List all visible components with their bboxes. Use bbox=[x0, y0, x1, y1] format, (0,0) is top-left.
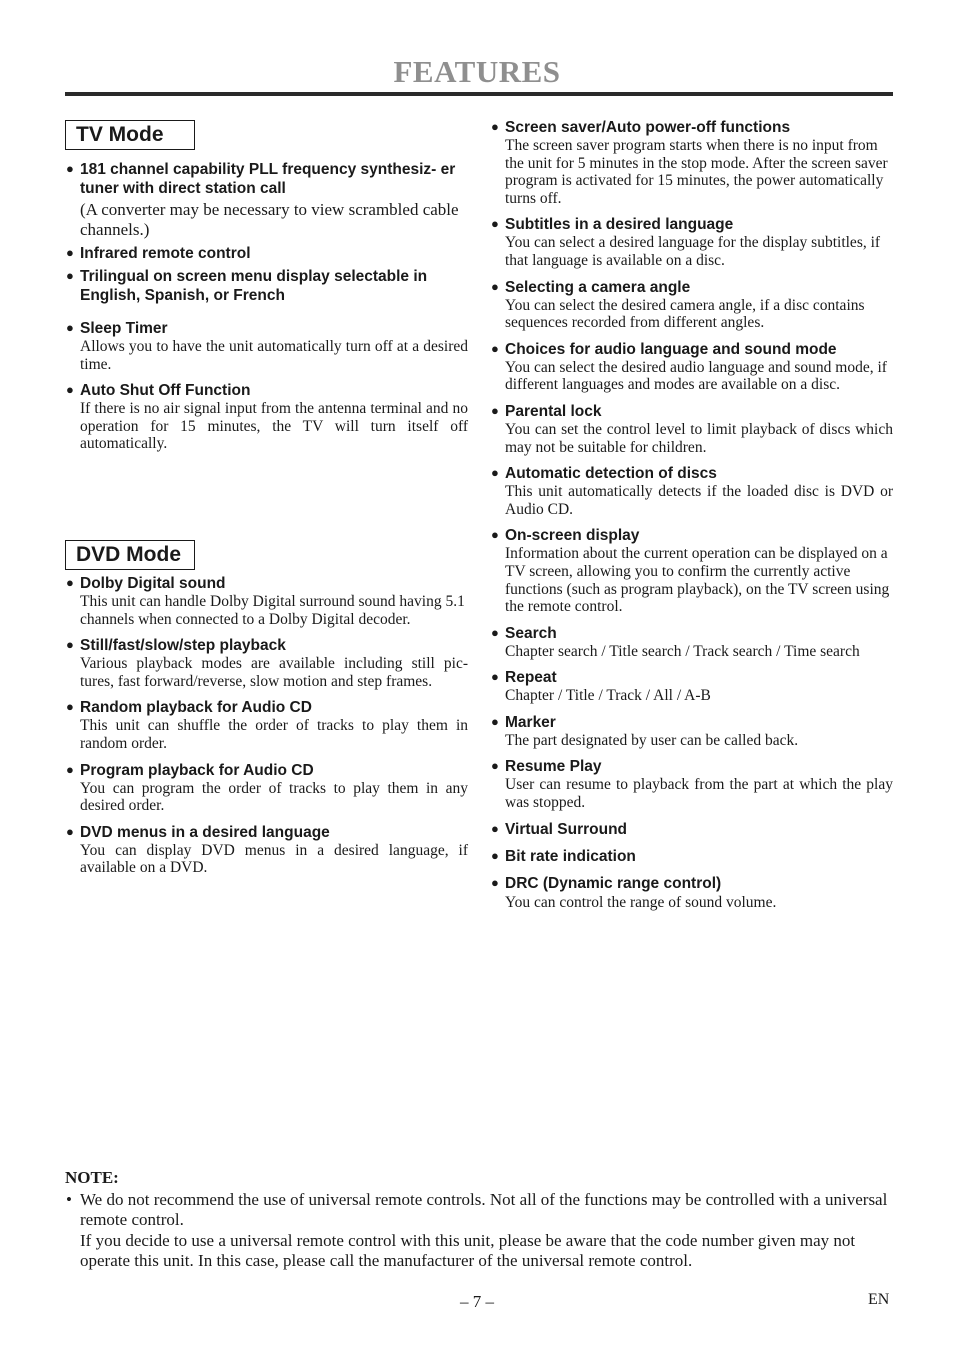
feature-title: Program playback for Audio CD bbox=[80, 761, 314, 779]
bullet-icon: ● bbox=[66, 268, 74, 283]
feature-item bbox=[490, 118, 893, 207]
bullet-icon: ● bbox=[491, 402, 499, 418]
bullet-icon: ● bbox=[491, 340, 499, 356]
bullet-icon: ● bbox=[66, 699, 74, 715]
feature-description: This unit can shuffle the order of tracks to play them in random order. bbox=[80, 717, 468, 752]
bullet-icon: ● bbox=[491, 624, 499, 640]
tv-mode-section bbox=[65, 120, 468, 461]
tv-mode-heading: TV Mode bbox=[65, 120, 195, 150]
feature-title: Screen saver/Auto power-off functions bbox=[505, 119, 791, 136]
feature-title: DVD menus in a desired language bbox=[80, 823, 330, 841]
bullet-icon: ● bbox=[66, 161, 74, 176]
feature-description: You can display DVD menus in a desired language, if available on a DVD. bbox=[80, 841, 468, 877]
feature-title: Subtitles in a desired language bbox=[505, 216, 734, 234]
feature-item bbox=[490, 215, 893, 269]
bullet-icon: ● bbox=[491, 465, 499, 481]
feature-item bbox=[490, 713, 893, 750]
feature-description: This unit can handle Dolby Digital surround sound having 5.1 channels when connected to a Dolby Digital decoder. bbox=[80, 593, 465, 628]
feature-item bbox=[490, 526, 893, 615]
feature-description: The screen saver program starts when there is no input from the unit for 5 minutes in the stop mode. After the screen saver program is activated for 15 minutes, the power automatically turns off. bbox=[505, 137, 888, 207]
feature-item bbox=[490, 340, 893, 394]
feature-description: Information about the current operation can be displayed on a TV screen, allowing you to confirm the currently active functions (such as program playback), on the TV screen using the remote control. bbox=[505, 545, 890, 616]
feature-item bbox=[490, 820, 893, 839]
feature-item bbox=[65, 698, 468, 752]
feature-title: Marker bbox=[505, 713, 556, 731]
feature-title: Infrared remote control bbox=[80, 245, 251, 262]
feature-item bbox=[65, 319, 468, 373]
feature-description: You can select a desired language for the display subtitles, if that language is available on a disc. bbox=[505, 234, 881, 269]
feature-item bbox=[490, 464, 893, 518]
bullet-icon: ● bbox=[491, 847, 499, 863]
feature-title: Still/fast/slow/step playback bbox=[80, 637, 286, 655]
feature-item bbox=[65, 244, 468, 263]
bullet-icon: ● bbox=[491, 119, 499, 134]
language-code: EN bbox=[868, 1291, 890, 1308]
bullet-icon: ● bbox=[491, 216, 499, 232]
feature-item bbox=[65, 574, 468, 628]
feature-title: Trilingual on screen menu display selectable in English, Spanish, or French bbox=[80, 268, 428, 304]
bullet-icon: ● bbox=[66, 320, 74, 335]
feature-description: Chapter search / Title search / Track search / Time search bbox=[505, 642, 860, 660]
bullet-icon: ● bbox=[491, 820, 499, 836]
feature-item bbox=[65, 761, 468, 815]
feature-title: DRC (Dynamic range control) bbox=[505, 874, 722, 892]
bullet-icon: ● bbox=[491, 527, 499, 543]
feature-description: If there is no air signal input from the antenna terminal and no operation for 15 minutes, the TV will turn itself off automatically. bbox=[80, 400, 468, 453]
feature-description: You can select the desired camera angle, if a disc contains sequences recorded from different angles. bbox=[505, 296, 865, 332]
note-paragraph: If you decide to use a universal remote control with this unit, please be aware that the code number given may not operate this unit. In this case, please call the manufacturer of the universal remote control. bbox=[80, 1231, 856, 1270]
feature-description: This unit automatically detects if the loaded disc is DVD or Audio CD. bbox=[505, 483, 893, 518]
bullet-icon: ● bbox=[491, 669, 499, 685]
feature-title: Dolby Digital sound bbox=[80, 575, 226, 592]
title-rule bbox=[65, 92, 893, 96]
feature-title: Search bbox=[505, 624, 557, 642]
feature-title: Sleep Timer bbox=[80, 320, 168, 337]
feature-description: You can select the desired audio language and sound mode, if different languages and modes are available on a disc. bbox=[505, 358, 887, 394]
feature-item bbox=[65, 160, 468, 240]
dvd-mode-features-continued bbox=[490, 118, 893, 919]
feature-title: Repeat bbox=[505, 669, 557, 687]
feature-item bbox=[490, 757, 893, 811]
dvd-mode-section bbox=[65, 540, 468, 885]
page-number: – 7 – bbox=[460, 1292, 494, 1311]
bullet-icon: • bbox=[66, 1190, 72, 1209]
feature-title: Choices for audio language and sound mode bbox=[505, 340, 837, 358]
feature-title: Automatic detection of discs bbox=[505, 465, 717, 483]
feature-item bbox=[490, 668, 893, 705]
feature-description: Various playback modes are available including still pic- tures, fast forward/reverse, slow motion and step frames. bbox=[80, 655, 468, 690]
feature-description: Allows you to have the unit automatically turn off at a desired time. bbox=[80, 338, 468, 373]
bullet-icon: ● bbox=[491, 874, 499, 890]
feature-title: Parental lock bbox=[505, 402, 602, 420]
feature-item bbox=[490, 847, 893, 866]
feature-description: You can program the order of tracks to play them in any desired order. bbox=[80, 779, 468, 815]
bullet-icon: ● bbox=[66, 761, 74, 777]
feature-title: Auto Shut Off Function bbox=[80, 382, 251, 400]
feature-description: You can control the range of sound volume. bbox=[505, 893, 777, 911]
dvd-mode-heading: DVD Mode bbox=[65, 540, 195, 570]
feature-item bbox=[65, 636, 468, 690]
feature-description: You can set the control level to limit playback of discs which may not be suitable for children. bbox=[505, 420, 893, 456]
bullet-icon: ● bbox=[66, 637, 74, 653]
feature-title: Virtual Surround bbox=[505, 820, 628, 838]
bullet-icon: ● bbox=[66, 575, 74, 590]
feature-item bbox=[490, 624, 893, 661]
feature-description: Chapter / Title / Track / All / A-B bbox=[505, 687, 711, 705]
feature-description: (A converter may be necessary to view scrambled cable channels.) bbox=[80, 200, 459, 239]
feature-item bbox=[65, 267, 468, 305]
feature-title: Resume Play bbox=[505, 758, 602, 776]
feature-title: On-screen display bbox=[505, 527, 640, 545]
bullet-icon: ● bbox=[66, 823, 74, 839]
feature-item bbox=[65, 823, 468, 877]
feature-title: Random playback for Audio CD bbox=[80, 699, 312, 717]
page-title: FEATURES bbox=[393, 54, 561, 89]
feature-item bbox=[490, 874, 893, 912]
note-item bbox=[65, 1190, 893, 1270]
feature-title: 181 channel capability PLL frequency synthesiz- er tuner with direct station call bbox=[80, 161, 456, 197]
bullet-icon: ● bbox=[66, 245, 74, 260]
bullet-icon: ● bbox=[491, 758, 499, 774]
feature-item bbox=[490, 402, 893, 456]
bullet-icon: ● bbox=[491, 713, 499, 729]
feature-title: Bit rate indication bbox=[505, 847, 636, 865]
feature-item bbox=[490, 278, 893, 332]
note-section bbox=[65, 1168, 893, 1270]
note-paragraph: We do not recommend the use of universal remote controls. Not all of the functions may be controlled with a universal remote control. bbox=[80, 1190, 888, 1229]
feature-item bbox=[65, 381, 468, 453]
feature-title: Selecting a camera angle bbox=[505, 278, 691, 296]
feature-description: The part designated by user can be called back. bbox=[505, 731, 799, 749]
bullet-icon: ● bbox=[491, 278, 499, 294]
bullet-icon: ● bbox=[66, 382, 74, 398]
feature-description: User can resume to playback from the part at which the play was stopped. bbox=[505, 776, 893, 812]
note-label: NOTE: bbox=[65, 1168, 119, 1187]
